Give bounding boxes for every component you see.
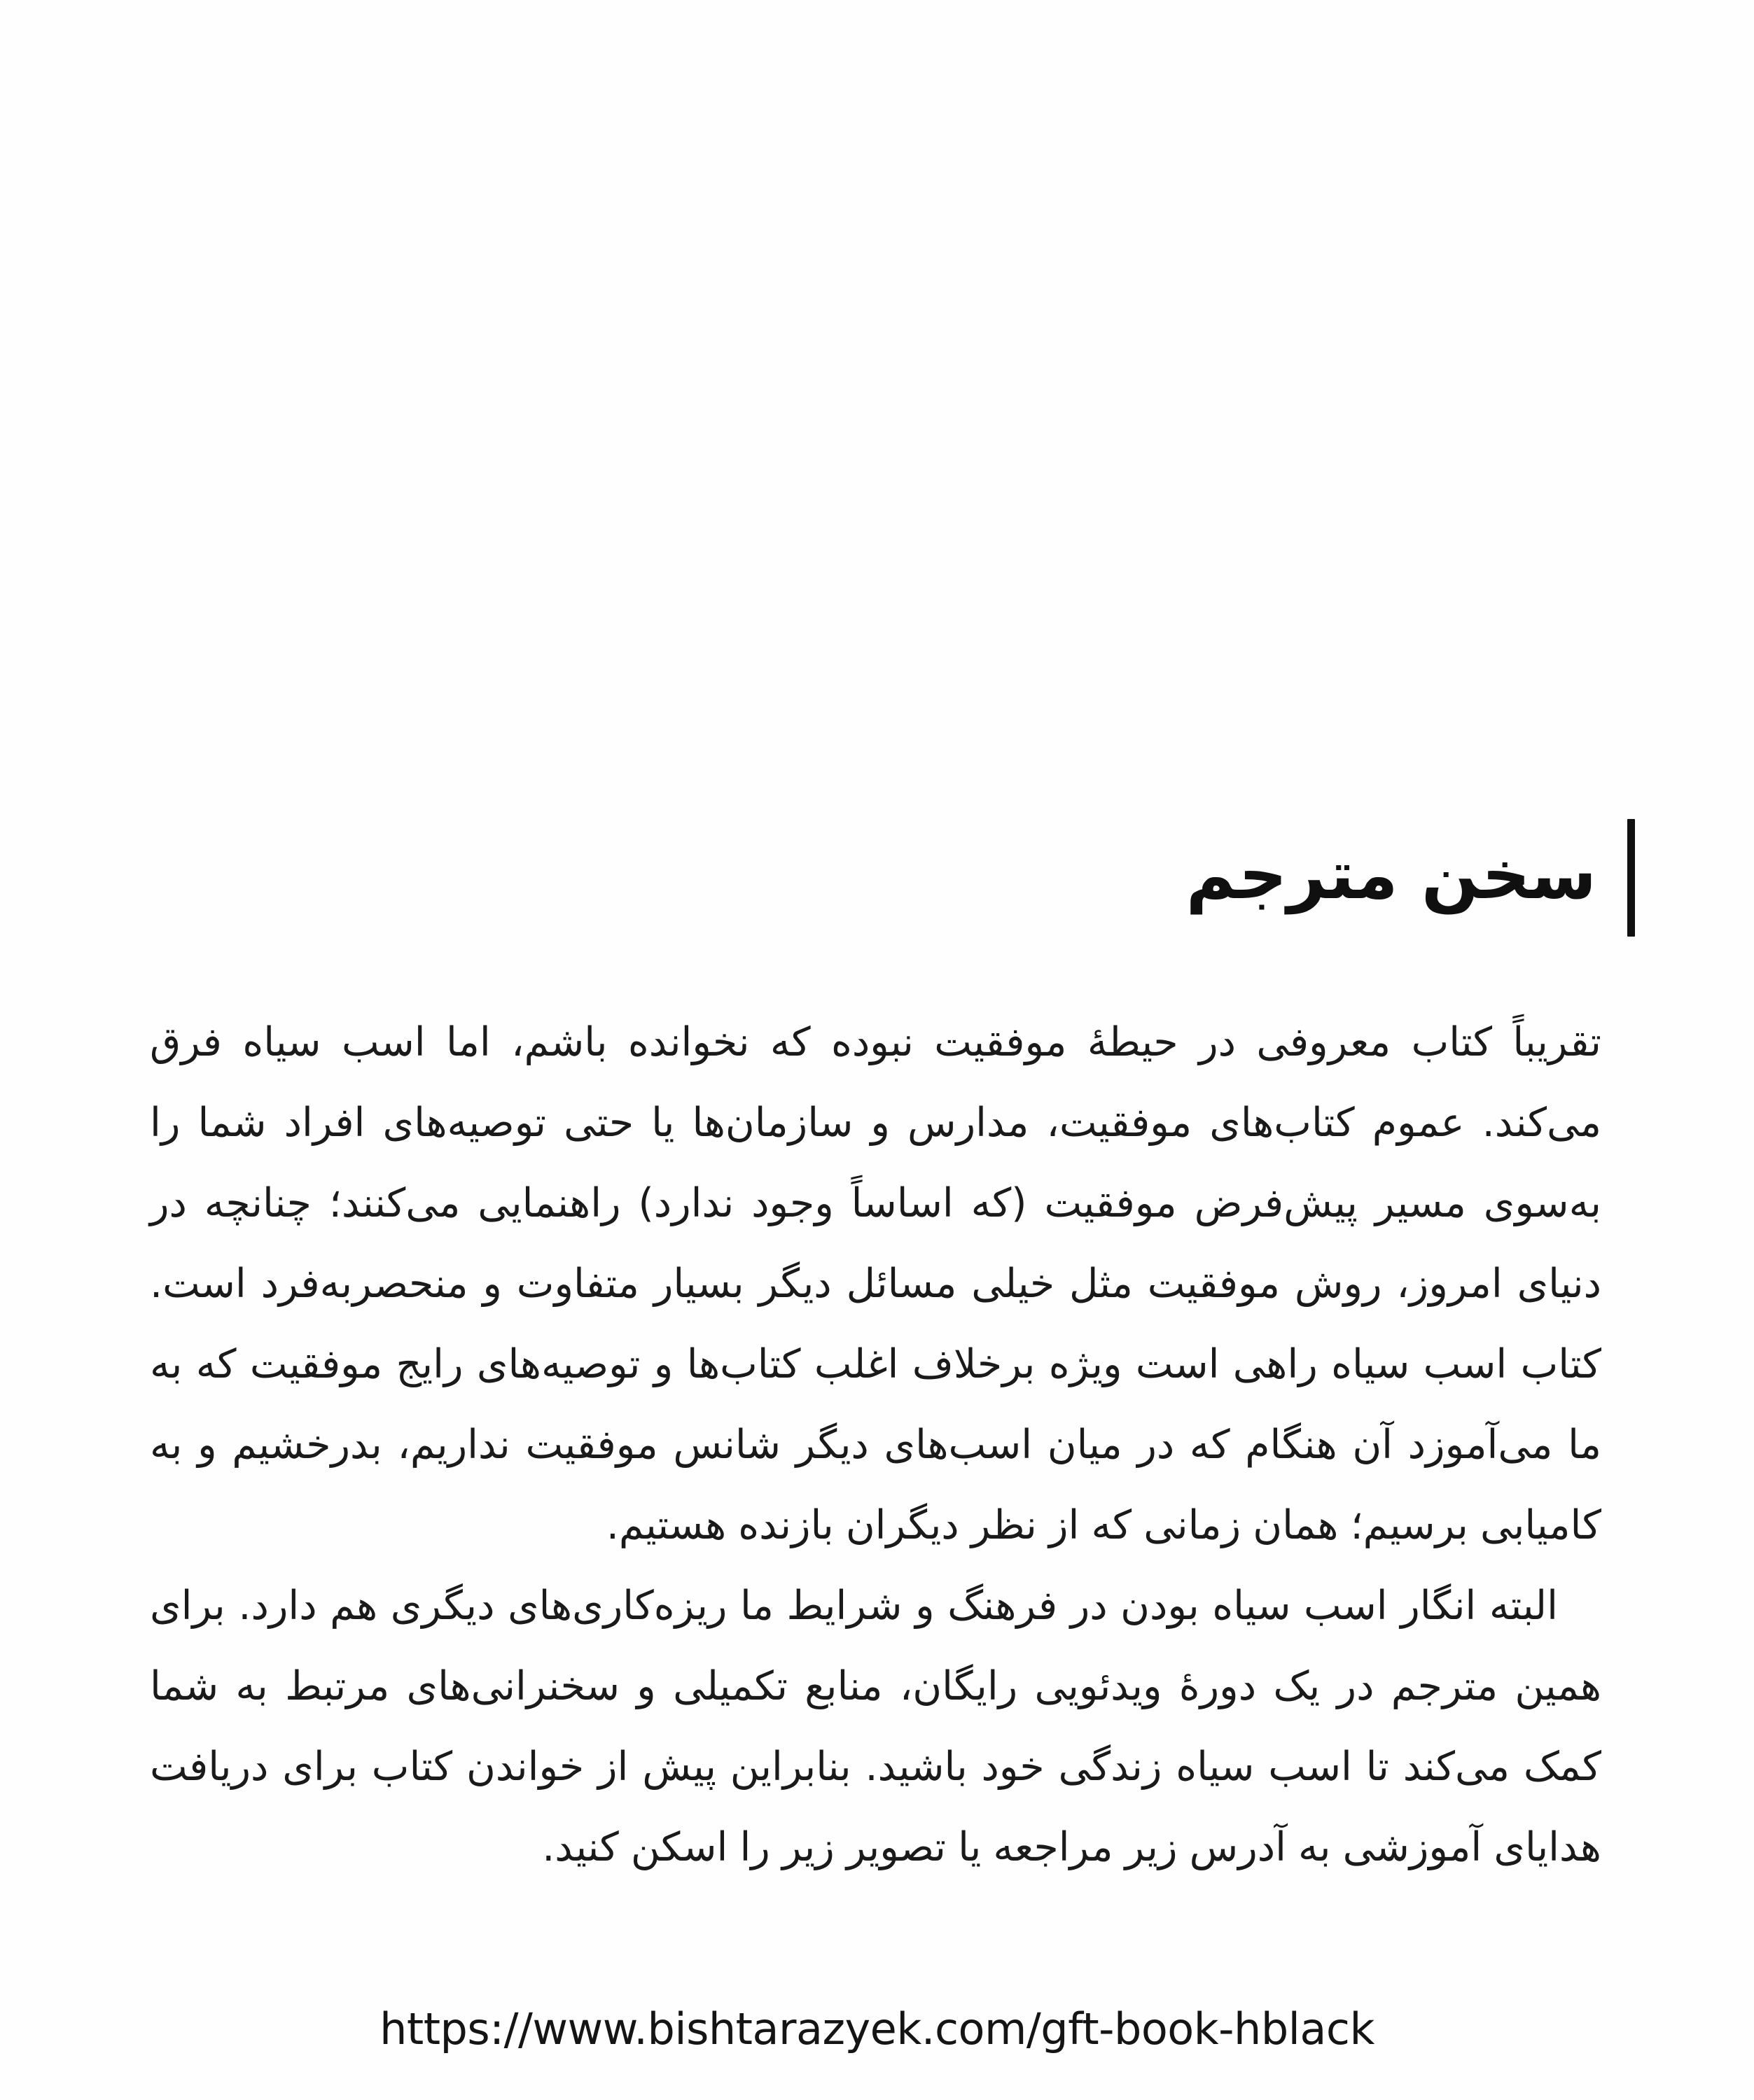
heading-rule-divider [1627, 819, 1635, 937]
gift-url-line [0, 2003, 1754, 2054]
gift-url-text[interactable]: https://www.bishtarazyek.com/gft-book-hblack [380, 2003, 1374, 2054]
body-text-block [150, 1002, 1601, 1888]
paragraph-2: البته انگار اسب سیاه بودن در فرهنگ و شرایط ما ریزه‌کاری‌های دیگری هم دارد. برای همین مترجم در یک دورهٔ ویدئویی رایگان، منابع تکمیلی و سخنرانی‌های مرتبط به شما کمک می‌کند تا اسب سیاه زندگی خود باشید. بنابراین پیش از خواندن کتاب برای دریافت هدایای آموزشی به آدرس زیر مراجعه یا تصویر زیر را اسکن کنید. [150, 1583, 1601, 1870]
chapter-heading [1186, 819, 1635, 937]
page-title: سخن مترجم [1185, 835, 1596, 914]
paragraph-1: تقریباً کتاب معروفی در حیطهٔ موفقیت نبوده که نخوانده باشم، اما اسب سیاه فرق می‌کند. عموم کتاب‌های موفقیت، مدارس و سازمان‌ها یا حتی توصیه‌های افراد شما را به‌سوی مسیر پیش‌فرض موفقیت (که اساساً وجود ندارد) راهنمایی می‌کنند؛ چنانچه در دنیای امروز، روش موفقیت مثل خیلی مسائل دیگر بسیار متفاوت و منحصربه‌فرد است. کتاب اسب سیاه راهی است ویژه برخلاف اغلب کتاب‌ها و توصیه‌های رایج موفقیت که به ما می‌آموزد آن هنگام که در میان اسب‌های دیگر شانس موفقیت نداریم، بدرخشیم و به کامیابی برسیم؛ همان زمانی که از نظر دیگران بازنده هستیم. [150, 1019, 1601, 1548]
